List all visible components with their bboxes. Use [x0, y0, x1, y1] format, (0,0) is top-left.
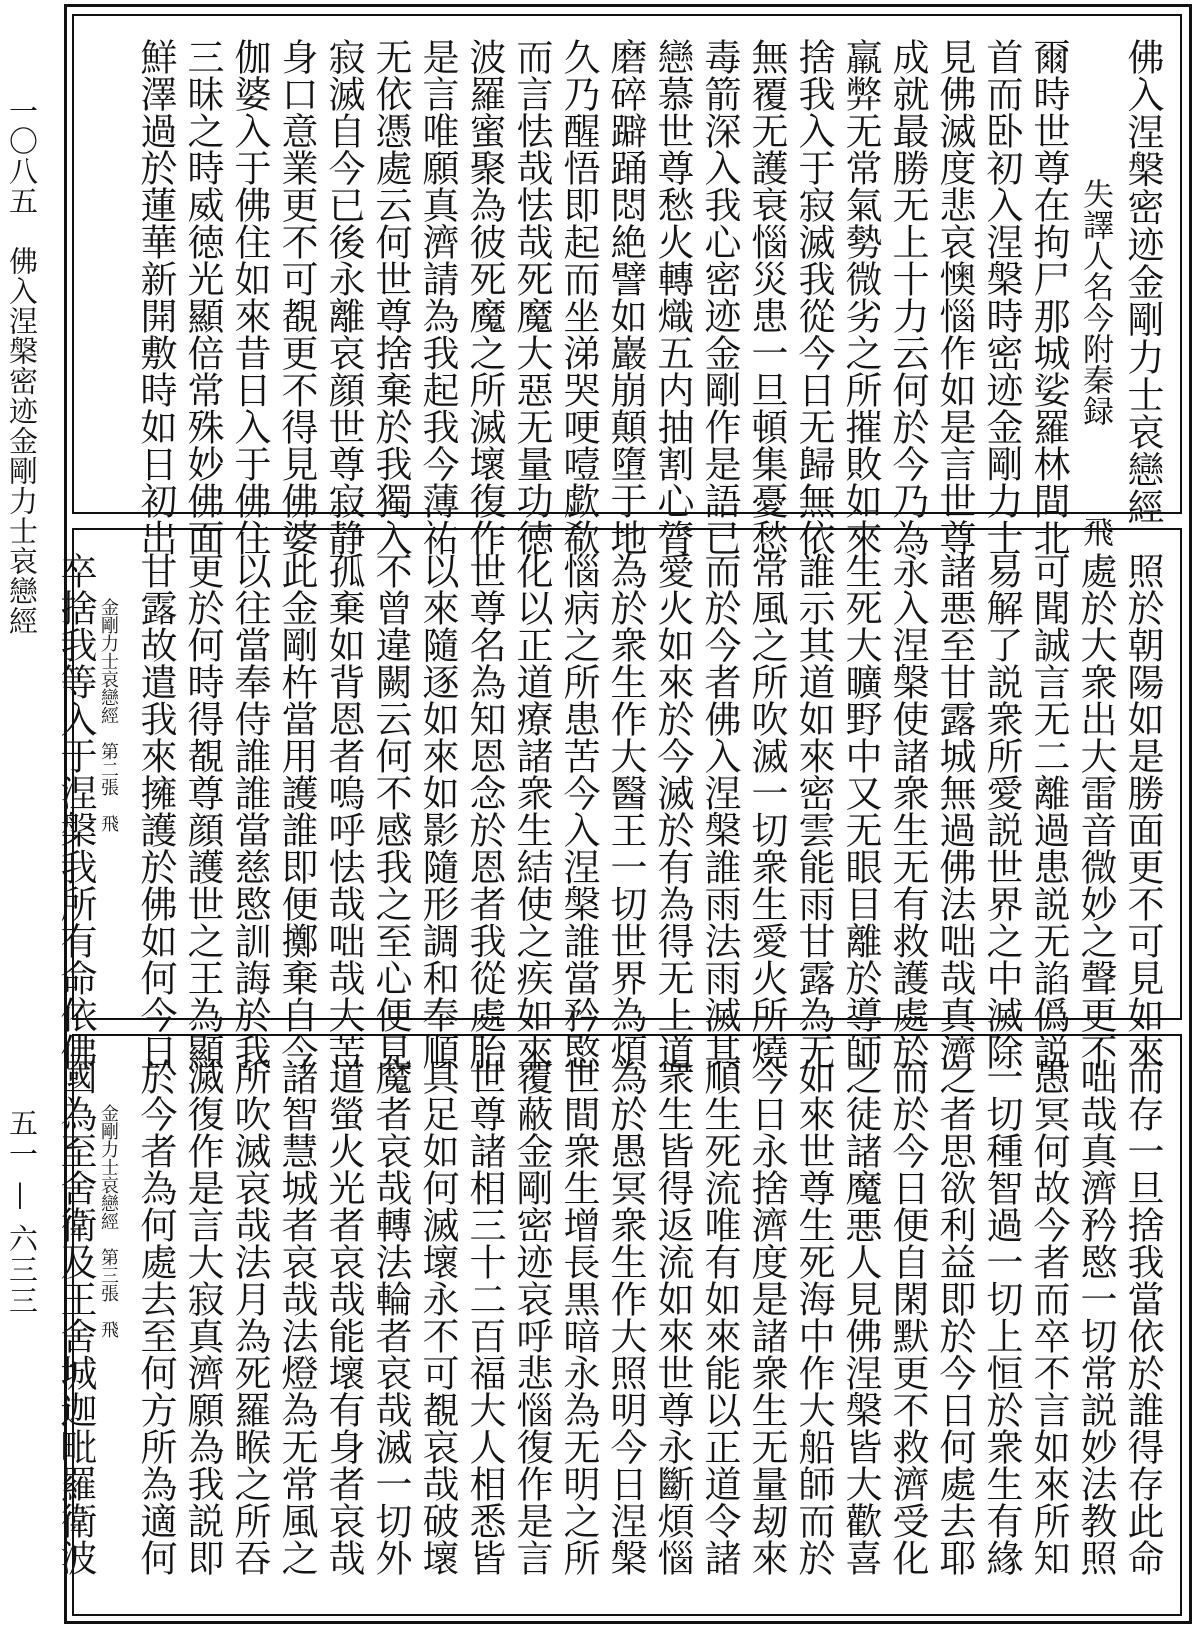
text-column: 之者思欲利益即於今日何處去耶: [933, 1058, 976, 1576]
text-column: 之徒諸魔悪人見佛涅槃皆大歡喜: [839, 1058, 882, 1576]
text-column: 具足如何滅壞永不可覩哀哉破壞: [416, 1058, 459, 1576]
text-column: 鮮澤過於蓮華新開敷時如日初出: [134, 38, 177, 556]
column-group-2: [54, 530, 1180, 1070]
text-column: 所吹滅哀哉法月為死羅睺之所吞: [228, 1058, 271, 1576]
text-column: 身口意業更不可覩更不得見佛婆: [275, 38, 318, 556]
translator-note: [1073, 38, 1117, 547]
text-column: 成就最勝无上十力云何於今乃為: [886, 38, 929, 556]
text-column: 於今者為何處去至何方所為適何: [134, 1058, 177, 1576]
text-column: 魔者哀哉轉法輪者哀哉滅一切外: [369, 1058, 412, 1576]
text-column: 首而卧初入涅槃時密迹金剛力士: [980, 38, 1023, 556]
text-column: 磨碎躃踊悶絶譬如巖崩顛墮于地: [604, 38, 647, 556]
text-column: 甘露故遣我來擁護於佛如何今日: [134, 552, 177, 1070]
text-column: 咄哉真濟矜愍一切常説妙法教照: [1074, 1058, 1117, 1576]
text-column: 以往當奉侍誰誰當慈愍訓誨於我: [228, 552, 271, 1070]
text-column: 是言唯願真濟請為我起我今薄祐: [416, 38, 459, 556]
text-column: 諸悪至甘露城無過佛法咄哉真濟: [933, 552, 976, 1070]
text-column: 易解了説衆所愛説世界之中滅除: [980, 552, 1023, 1070]
panel-footer-sheet-3: 金剛力士哀戀經 第三張 飛: [98, 1104, 119, 1338]
text-column: 滅復作是言大寂真濟願為我説即: [181, 1058, 224, 1576]
text-panel-2: [54, 528, 1182, 1070]
text-column: 愚冥何故今者而卒不言如來所知: [1027, 1058, 1070, 1576]
text-column: 化以正道療諸衆生結使之疾如來: [510, 552, 553, 1070]
volume-mark: 飛: [1077, 516, 1113, 547]
text-column: 以來隨逐如來如影隨形調和奉順: [416, 552, 459, 1070]
text-column: 而言怯哉怯哉死魔大惡无量功徳: [510, 38, 553, 556]
text-column: 愛火如來於今滅於有為得无上道: [651, 552, 694, 1070]
text-column: 見佛滅度悲哀懊惱作如是言世尊: [933, 38, 976, 556]
text-panel-3: [54, 1034, 1182, 1616]
text-column: 戀慕世尊愁火轉熾五内抽割心膂: [651, 38, 694, 556]
text-column: 羸弊无常氣勢微劣之所摧敗如來: [839, 38, 882, 556]
text-panel-1: [72, 14, 1182, 556]
text-column: 衆生皆得返流如來世尊永斷煩惱: [651, 1058, 694, 1576]
column-group-1: [74, 16, 1180, 556]
text-column: 世間衆生增長黒暗永為无明之所: [557, 1058, 600, 1576]
text-column: 永入涅槃使諸衆生无有救護處於: [886, 552, 929, 1070]
column-group-3: [54, 1036, 1180, 1614]
text-column: 誰示其道如來密雲能雨甘露為无: [792, 552, 835, 1070]
text-column: 諸智慧城者哀哉法燈為无常風之: [275, 1058, 318, 1576]
text-column: 久乃醒悟即起而坐涕哭哽噎歔欷: [557, 38, 600, 556]
text-column: 如來世尊生死海中作大船師而於: [792, 1058, 835, 1576]
margin-volume-page: 五一 — 六三三: [5, 1108, 39, 1317]
text-column: 不曾違闕云何不感我之至心便見: [369, 552, 412, 1070]
text-column: 孤棄如背恩者嗚呼怯哉咄哉大苦: [322, 552, 365, 1070]
panel-footer-sheet-2: 金剛力士哀戀經 第二張 飛: [98, 598, 119, 832]
text-column: 无依憑處云何世尊捨棄於我獨入: [369, 38, 412, 556]
text-column: 國為至舍衛及王舍城迦毗羅衛波: [54, 1058, 97, 1576]
text-column: 可聞誠言无二離過患説无諂僞説: [1027, 552, 1070, 1070]
text-column: 世尊諸相三十二百福大人相悉皆: [463, 1058, 506, 1576]
translator-note-text: 失譯人名今附秦録: [1077, 178, 1113, 426]
text-column: 三昧之時威徳光顯倍常殊妙佛面: [181, 38, 224, 556]
text-column: 為於衆生作大醫王一切世界為煩: [604, 552, 647, 1070]
text-column: 惱病之所患苦今入涅槃誰當矜愍: [557, 552, 600, 1070]
text-column: 伽婆入于佛住如來昔日入于佛住: [228, 38, 271, 556]
text-column: 處於大衆出大雷音微妙之聲更不: [1074, 552, 1117, 1070]
text-column: 道螢火光者哀哉能壞有身者哀哉: [322, 1058, 365, 1576]
text-column: 而於今日便自閑默更不救濟受化: [886, 1058, 929, 1576]
text-column: 順生死流唯有如來能以正道令諸: [698, 1058, 741, 1576]
text-column: 更於何時得覩尊顔護世之王為顯: [181, 552, 224, 1070]
text-column: 為於愚冥衆生作大照明今日涅槃: [604, 1058, 647, 1576]
text-column: 而存一旦捨我當依於誰得存此命: [1121, 1058, 1164, 1576]
text-column: 而於今者佛入涅槃誰雨法雨滅其: [698, 552, 741, 1070]
text-column: 無覆无護衰惱災患一旦頓集憂愁: [745, 38, 788, 556]
margin-sutra-number-title: 一〇八五 佛入涅槃密迹金剛力士哀戀經: [5, 96, 39, 636]
text-column: 照於朝陽如是勝面更不可見如來: [1121, 552, 1164, 1070]
text-column: 波羅蜜聚為彼死魔之所滅壞復作: [463, 38, 506, 556]
sutra-title: 佛入涅槃密迹金剛力士哀戀經: [1121, 38, 1164, 526]
text-column: 寂滅自今已後永離哀顔世尊寂静: [322, 38, 365, 556]
text-column: 卒捨我等入于涅槃我所有命依佛: [54, 552, 97, 1070]
text-column: 今日永捨濟度是諸衆生无量刼來: [745, 1058, 788, 1576]
text-column: 此金剛杵當用護誰即便擲棄自今: [275, 552, 318, 1070]
text-column: 常風之所吹滅一切衆生愛火所燒: [745, 552, 788, 1070]
text-column: 捨我入于寂滅我從今日无歸無依: [792, 38, 835, 556]
text-column: 世尊名為知恩念於恩者我從處胎: [463, 552, 506, 1070]
text-column: 生死大曠野中又无眼目離於導師: [839, 552, 882, 1070]
text-column: 毒箭深入我心密迹金剛作是語已: [698, 38, 741, 556]
text-column: 爾時世尊在拘尸那城娑羅林間北: [1027, 38, 1070, 556]
text-column: 一切種智過一切上恒於衆生有緣: [980, 1058, 1023, 1576]
text-column: 覆蔽金剛密迹哀呼悲惱復作是言: [510, 1058, 553, 1576]
